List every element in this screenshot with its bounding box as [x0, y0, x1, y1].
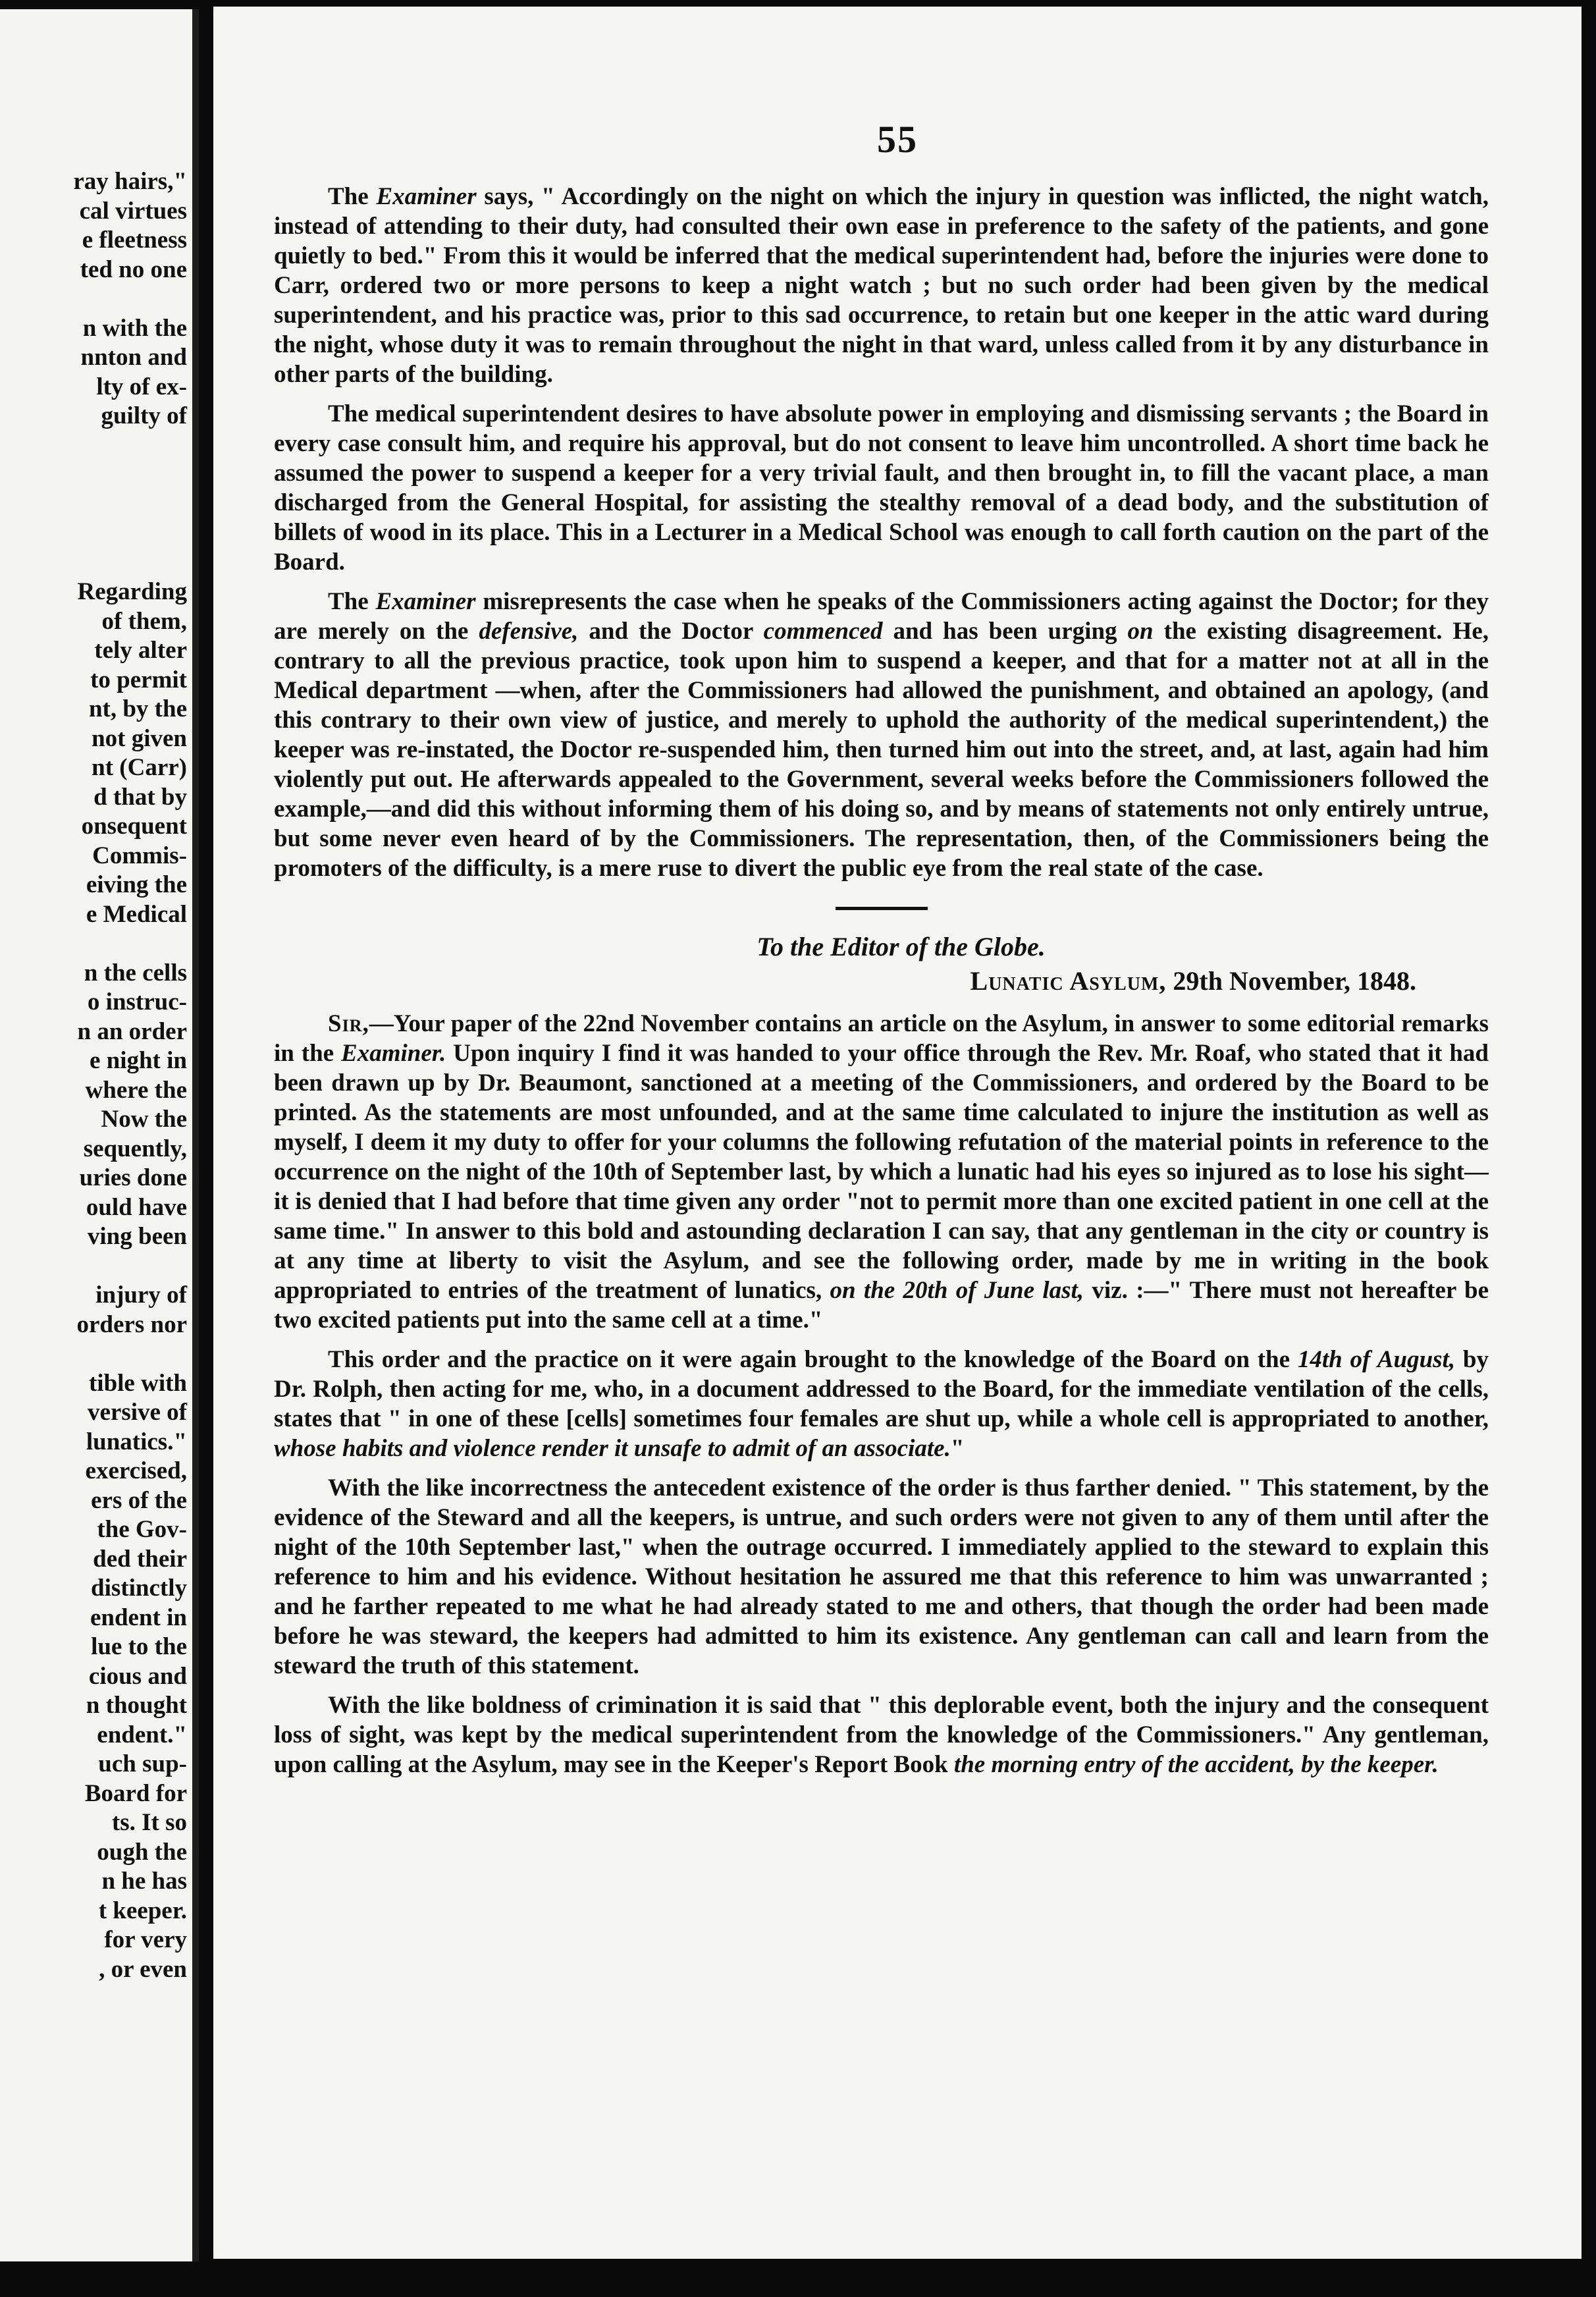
facing-page-line: orders nor: [76, 1311, 187, 1338]
facing-page-line: ould have: [86, 1193, 187, 1221]
facing-page-line: [0, 460, 187, 490]
facing-page-line: exercised,: [85, 1457, 187, 1484]
paragraph: The Examiner misrepresents the case when he speaks of the Commissioners acting against the Doctor; for they are merely on the defensive, and the Doctor commenced and has been urging on the existing disagreement. He, contrary to all the previous practice, took upon him to suspend a keeper, and that for a matter not at all in the Medical department —when, after the Commissioners had allowed the punishment, and obtained an apology, (and this contrary to their own view of justice, and merely to uphold the authority of the medical superintendent,) the keeper was re-instated, the Doctor re-suspended him, then turned him out into the street, and, at last, again had him violently put out. He afterwards appealed to the Government, several weeks before the Commissioners followed the example,—and did this without informing them of his doing so, and by means of statements not only entirely untrue, but some never even heard of by the Commissioners. The representation, then, of the Commissioners being the promoters of the difficulty, is a mere ruse to divert the public eye from the real state of the case.: [274, 588, 1489, 882]
facing-page-line: t keeper.: [98, 1897, 187, 1924]
facing-page-line: the Gov-: [97, 1516, 187, 1543]
facing-page-line: guilty of: [101, 402, 187, 429]
letter-paragraph: Sir,—Your paper of the 22nd November contains an article on the Asylum, in answer to some editorial remarks in the Examiner. Upon inquiry I find it was handed to your office through the Rev. Mr. Roaf, who stated that it had been drawn up by Dr. Beaumont, sanctioned at a meeting of the Commissioners, and ordered by the Board to be printed. As the statements are most unfounded, and at the same time calculated to injure the institution as well as myself, I deem it my duty to offer for your columns the following refutation of the material points in reference to the occurrence on the night of the 10th of September last, by which a lunatic had his eyes so injured as to lose his sight—it is denied that I had before that time given any order "not to permit more than one excited patient in one cell at the same time." In answer to this bold and astounding declaration I can say, that any gentleman in the city or country is at any time at liberty to visit the Asylum, and see the following order, made by me in writing in the book appropriated to entries of the treatment of lunatics, on the 20th of June last, viz. :—" There must not hereafter be two excited patients put into the same cell at a time.": [274, 1010, 1489, 1334]
facing-page-line: ts. It so: [111, 1809, 187, 1836]
facing-page-line: sequently,: [83, 1135, 187, 1162]
facing-page-line: nnton and: [80, 344, 187, 371]
facing-page-line: o instruc-: [87, 988, 187, 1015]
facing-page-text: [0, 167, 187, 1984]
facing-page-line: [0, 549, 187, 578]
letter-heading: To the Editor of the Globe.: [757, 932, 1046, 961]
facing-page-line: not given: [92, 724, 187, 752]
facing-page-line: d that by: [93, 783, 187, 811]
facing-page-line: n thought: [86, 1692, 187, 1719]
facing-page-line: versive of: [87, 1399, 187, 1426]
facing-page-line: ough the: [97, 1838, 187, 1866]
facing-page-line: [0, 1252, 187, 1282]
facing-page-line: n the cells: [84, 959, 187, 986]
facing-page-line: nt (Carr): [92, 754, 187, 781]
document-page: [213, 7, 1582, 2259]
paragraph: The medical superintendent desires to have absolute power in employing and dismissing servants ; the Board in every case consult him, and require his approval, but do not consent to leave him uncontrolled. A short time back he assumed the power to suspend a keeper for a very trivial fault, and then brought in, to fill the vacant place, a man discharged from the General Hospital, for assisting the stealthy removal of a dead body, and the substitution of billets of wood in its place. This in a Lecturer in a Medical School was enough to call forth caution on the part of the Board.: [274, 400, 1489, 576]
facing-page-line: [0, 519, 187, 549]
facing-page-line: onsequent: [81, 813, 187, 840]
facing-page-line: ded their: [93, 1545, 187, 1573]
letter-paragraph: With the like boldness of crimination it is said that " this deplorable event, both the injury and the consequent loss of sight, was kept by the medical superintendent from the knowledge of the Commissioners." Any gentleman, upon calling at the Asylum, may see in the Keeper's Report Book the morning entry of the accident, by the keeper.: [274, 1692, 1489, 1778]
facing-page-line: [0, 284, 187, 314]
facing-page-line: Now the: [101, 1106, 187, 1133]
page-number: 55: [877, 118, 918, 161]
facing-page-line: tible with: [88, 1369, 187, 1397]
facing-page-line: of them,: [101, 607, 187, 635]
facing-page-line: endent.": [97, 1721, 187, 1748]
section-divider: [836, 907, 928, 910]
letter-paragraph: With the like incorrectness the antecedent existence of the order is thus farther denied. " This statement, by the evidence of the Steward and all the keepers, is untrue, and such orders were not given to any of them until after the night of the 10th September last," when the outrage occurred. I immediately applied to the steward to explain this reference to him and his evidence. Without hesitation he assured me that this reference to him was unwarranted ; and he farther repeated to me what he had already stated to me and others, that though the order had been made before he was steward, the keepers had admitted to him its existence. Any gentleman can call and learn from the steward the truth of this statement.: [274, 1474, 1489, 1679]
facing-page-line: where the: [85, 1076, 187, 1104]
facing-page-line: eiving the: [86, 871, 187, 898]
facing-page-line: [0, 929, 187, 959]
facing-page-line: lty of ex-: [96, 373, 187, 400]
facing-page-line: e night in: [89, 1047, 187, 1074]
facing-page-line: distinctly: [91, 1575, 187, 1602]
facing-page-line: [0, 490, 187, 520]
facing-page-line: lunatics.": [86, 1428, 187, 1455]
facing-page-line: uch sup-: [98, 1750, 187, 1777]
facing-page-line: tely alter: [94, 637, 187, 664]
facing-page-line: ers of the: [91, 1486, 187, 1514]
letter-dateline: Lunatic Asylum, 29th November, 1848.: [970, 966, 1416, 996]
page-body: [274, 182, 1489, 1779]
facing-page-line: ted no one: [80, 256, 187, 283]
facing-page: [0, 9, 199, 2261]
facing-page-line: n he has: [101, 1868, 187, 1895]
facing-page-line: n an order: [77, 1017, 187, 1045]
facing-page-line: lue to the: [91, 1633, 187, 1660]
facing-page-line: to permit: [90, 666, 187, 693]
facing-page-line: Regarding: [77, 578, 187, 605]
facing-page-line: [0, 431, 187, 461]
facing-page-line: nt, by the: [88, 695, 187, 722]
facing-page-line: injury of: [95, 1282, 187, 1309]
facing-page-line: ving been: [87, 1223, 187, 1250]
facing-page-line: cious and: [88, 1662, 187, 1690]
facing-page-line: endent in: [90, 1604, 187, 1631]
facing-page-line: for very: [104, 1926, 187, 1953]
facing-page-line: e Medical: [86, 900, 187, 928]
letter-paragraph: This order and the practice on it were again brought to the knowledge of the Board on the 14th of August, by Dr. Rolph, then acting for me, who, in a document addressed to the Board, for the immediate ventilation of the cells, states that " in one of these [cells] sometimes four females are shut up, while a whole cell is appropriated to another, whose habits and violence render it unsafe to admit of an associate.": [274, 1346, 1489, 1462]
facing-page-line: cal virtues: [79, 197, 187, 225]
paragraph: The Examiner says, " Accordingly on the night on which the injury in question was inflicted, the night watch, instead of attending to their duty, had consulted their own ease in preference to the safety of the patients, and gone quietly to bed." From this it would be inferred that the medical superintendent had, before the injuries were done to Carr, ordered two or more persons to keep a night watch ; but no such order had been given by the medical superintendent, and his practice was, prior to this sad occurrence, to retain but one keeper in the attic ward during the night, whose duty it was to remain throughout the night in that ward, unless called from it by any disturbance in other parts of the building.: [274, 183, 1489, 388]
salutation: Sir,: [328, 1010, 369, 1037]
facing-page-line: Commis-: [92, 842, 187, 869]
facing-page-line: , or even: [99, 1955, 187, 1983]
facing-page-line: ray hairs,": [73, 168, 187, 195]
facing-page-line: [0, 1339, 187, 1369]
facing-page-line: Board for: [84, 1779, 187, 1807]
facing-page-line: n with the: [82, 314, 187, 342]
facing-page-line: e fleetness: [82, 227, 187, 254]
facing-page-line: uries done: [79, 1164, 187, 1191]
